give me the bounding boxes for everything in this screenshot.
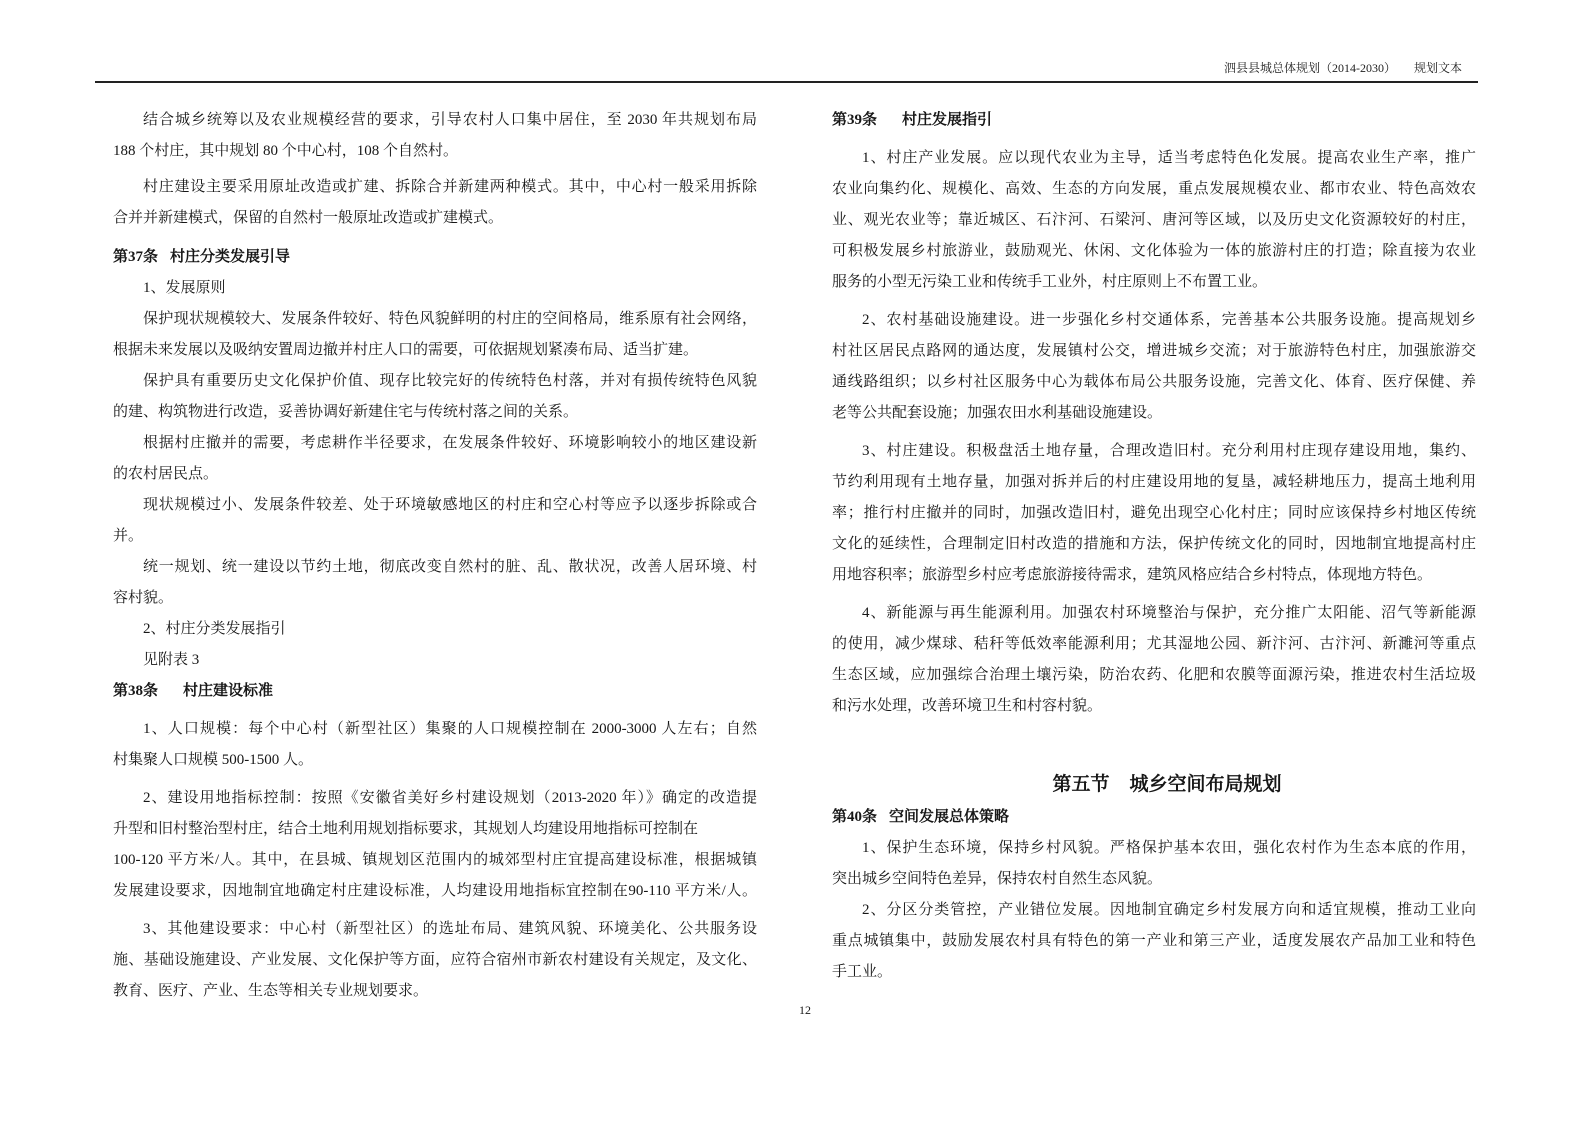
header-rule	[95, 81, 1478, 83]
paragraph	[113, 490, 757, 552]
text-line: 保护现状规模较大、发展条件较好、特色风貌鲜明的村庄的空间格局，维系原有社会网络，	[143, 311, 757, 327]
text-line: 1、村庄产业发展。应以现代农业为主导，适当考虑特色化发展。提高农业生产率，推广	[862, 150, 1476, 166]
article-37-heading	[113, 242, 757, 273]
text-line: 并。	[113, 528, 144, 544]
text-line: 通线路组织；以乡村社区服务中心为载体布局公共服务设施，完善文化、体育、医疗保健、养	[832, 374, 1476, 390]
text-line: 手工业。	[832, 964, 893, 980]
paragraph	[113, 304, 757, 366]
article-number: 第37条	[113, 249, 159, 265]
text-line: 文化的延续性，合理制定旧村改造的措施和方法，保护传统文化的同时，因地制宜地提高村庄	[832, 536, 1476, 552]
text-line: 和污水处理，改善环境卫生和村容村貌。	[832, 698, 1103, 714]
subheading: 1、发展原则	[143, 280, 226, 296]
appendix-reference: 见附表 3	[143, 652, 200, 668]
text-line: 的建、构筑物进行改造，妥善协调好新建住宅与传统村落之间的关系。	[113, 404, 579, 420]
article-39-heading	[832, 105, 1476, 136]
paragraph	[113, 428, 757, 490]
article-number: 第40条	[832, 809, 878, 825]
text-line: 4、新能源与再生能源利用。加强农村环境整治与保护，充分推广太阳能、沼气等新能源	[862, 605, 1476, 621]
text-line: 2、建设用地指标控制：按照《安徽省美好乡村建设规划（2013-2020 年）》确定的改造提	[143, 790, 757, 806]
article-title: 村庄发展指引	[902, 112, 993, 128]
article-number: 第39条	[832, 112, 878, 128]
left-column	[113, 105, 757, 1007]
text-line: 结合城乡统筹以及农业规模经营的要求，引导农村人口集中居住，至 2030 年共规划布局	[143, 112, 757, 128]
paragraph	[832, 436, 1476, 591]
article-title: 村庄分类发展引导	[170, 249, 291, 265]
text-line: 的农村居民点。	[113, 466, 219, 482]
page-number: 12	[799, 1003, 811, 1017]
header-title: 泗县县城总体规划（2014-2030）	[1223, 61, 1396, 75]
paragraph-construction-mode	[113, 172, 757, 234]
text-line: 老等公共配套设施；加强农田水利基础设施建设。	[832, 405, 1163, 421]
text-line: 村社区居民点路网的通达度，发展镇村公交，增进城乡交流；对于旅游特色村庄，加强旅游交	[832, 343, 1476, 359]
text-line: 2、农村基础设施建设。进一步强化乡村交通体系，完善基本公共服务设施。提高规划乡	[862, 312, 1476, 328]
text-line: 188 个村庄，其中规划 80 个中心村，108 个自然村。	[113, 143, 459, 159]
paragraph	[832, 833, 1476, 895]
text-line: 容村貌。	[113, 590, 174, 606]
paragraph	[832, 143, 1476, 298]
text-line: 100-120 平方米/人。其中，在县城、镇规划区范围内的城郊型村庄宜提高建设标准，根据城镇	[113, 852, 757, 868]
text-line: 村庄建设主要采用原址改造或扩建、拆除合并新建两种模式。其中，中心村一般采用拆除	[143, 179, 757, 195]
text-line: 3、村庄建设。积极盘活土地存量，合理改造旧村。充分利用村庄现存建设用地，集约、	[862, 443, 1476, 459]
text-line: 率；推行村庄撤并的同时，加强改造旧村，避免出现空心化村庄；同时应该保持乡村地区传统	[832, 505, 1476, 521]
text-line: 生态区域，应加强综合治理土壤污染，防治农药、化肥和农膜等面源污染，推进农村生活垃圾	[832, 667, 1476, 683]
section-number: 第五节	[1052, 774, 1110, 795]
article-number: 第38条	[113, 683, 159, 699]
text-line: 3、其他建设要求：中心村（新型社区）的选址布局、建筑风貌、环境美化、公共服务设	[143, 921, 757, 937]
text-line: 根据村庄撤并的需要，考虑耕作半径要求，在发展条件较好、环境影响较小的地区建设新	[143, 435, 757, 451]
article-40-heading	[832, 802, 1476, 833]
text-line: 升型和旧村整治型村庄，结合土地利用规划指标要求，其规划人均建设用地指标可控制在	[113, 821, 699, 837]
text-line: 村集聚人口规模 500-1500 人。	[113, 752, 313, 768]
text-line: 1、保护生态环境，保持乡村风貌。严格保护基本农田，强化农村作为生态本底的作用，	[862, 840, 1476, 856]
header-doc-type: 规划文本	[1413, 61, 1462, 75]
text-line: 保护具有重要历史文化保护价值、现存比较完好的传统特色村落，并对有损传统特色风貌	[143, 373, 757, 389]
text-line: 1、人口规模：每个中心村（新型社区）集聚的人口规模控制在 2000-3000 人左右；自然	[143, 721, 757, 737]
paragraph	[113, 783, 757, 907]
section-heading	[832, 769, 1476, 800]
text-line: 突出城乡空间特色差异，保持农村自然生态风貌。	[832, 871, 1163, 887]
right-column	[832, 105, 1476, 988]
paragraph	[832, 598, 1476, 722]
paragraph	[113, 714, 757, 776]
article-title: 空间发展总体策略	[889, 809, 1010, 825]
text-line: 发展建设要求，因地制宜地确定村庄建设标准，人均建设用地指标宜控制在90-110 平方米/人。	[113, 883, 757, 899]
text-line: 的使用，减少煤球、秸秆等低效率能源利用；尤其湿地公园、新汴河、古汴河、新濉河等重点	[832, 636, 1476, 652]
text-line: 根据未来发展以及吸纳安置周边撤并村庄人口的需要，可依据规划紧凑布局、适当扩建。	[113, 342, 699, 358]
text-line: 重点城镇集中，鼓励发展农村具有特色的第一产业和第三产业，适度发展农产品加工业和特色	[832, 933, 1476, 949]
text-line: 施、基础设施建设、产业发展、文化保护等方面，应符合宿州市新农村建设有关规定，及文化、	[113, 952, 757, 968]
paragraph	[113, 366, 757, 428]
article-title: 村庄建设标准	[183, 683, 274, 699]
text-line: 节约利用现有土地存量，加强对拆并后的村庄建设用地的复垦，减轻耕地压力，提高土地利用	[832, 474, 1476, 490]
text-line: 合并并新建模式，保留的自然村一般原址改造或扩建模式。	[113, 210, 504, 226]
paragraph	[832, 305, 1476, 429]
text-line: 统一规划、统一建设以节约土地，彻底改变自然村的脏、乱、散状况，改善人居环境、村	[143, 559, 757, 575]
text-line: 用地容积率；旅游型乡村应考虑旅游接待需求，建筑风格应结合乡村特点，体现地方特色。	[832, 567, 1433, 583]
text-line: 现状规模过小、发展条件较差、处于环境敏感地区的村庄和空心村等应予以逐步拆除或合	[143, 497, 757, 513]
paragraph	[113, 552, 757, 614]
text-line: 2、分区分类管控，产业错位发展。因地制宜确定乡村发展方向和适宜规模，推动工业向	[862, 902, 1476, 918]
text-line: 可积极发展乡村旅游业，鼓励观光、休闲、文化体验为一体的旅游村庄的打造；除直接为农业	[832, 243, 1476, 259]
running-header	[1224, 58, 1462, 78]
text-line: 业、观光农业等；靠近城区、石汴河、石梁河、唐河等区域，以及历史文化资源较好的村庄，	[832, 212, 1476, 228]
paragraph-village-layout	[113, 105, 757, 167]
article-38-heading	[113, 676, 757, 707]
text-line: 服务的小型无污染工业和传统手工业外，村庄原则上不布置工业。	[832, 274, 1268, 290]
section-title: 城乡空间布局规划	[1129, 774, 1282, 795]
text-line: 教育、医疗、产业、生态等相关专业规划要求。	[113, 983, 429, 999]
paragraph	[832, 895, 1476, 988]
text-line: 农业向集约化、规模化、高效、生态的方向发展，重点发展规模农业、都市农业、特色高效农	[832, 181, 1476, 197]
paragraph	[113, 914, 757, 1007]
subheading: 2、村庄分类发展指引	[143, 621, 286, 637]
